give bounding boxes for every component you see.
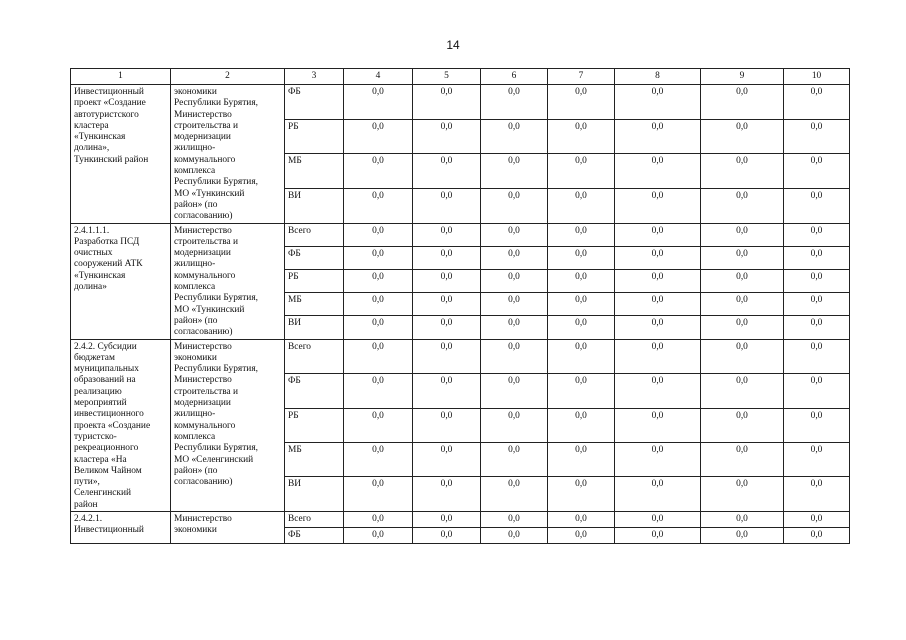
value-cell: 0,0 [548,293,615,316]
funding-source-cell: МБ [285,442,344,476]
cell-text-line: «Тункинская [74,270,126,281]
value-cell: 0,0 [481,246,548,269]
column-header-10: 10 [784,69,850,85]
cell-text-line: район» (по [174,199,218,210]
table-row [71,223,850,246]
header-row [71,69,850,85]
value-cell: 0,0 [701,511,784,527]
value-cell: 0,0 [413,442,481,476]
column-header-3: 3 [285,69,344,85]
cell-text-line: Министерство [174,341,232,352]
cell-text-line: жилищно- [174,259,216,270]
value-cell: 0,0 [548,188,615,223]
value-cell: 0,0 [548,511,615,527]
cell-text-line: согласованию) [174,211,233,222]
value-cell: 0,0 [701,223,784,246]
cell-text-line: долина», [74,143,110,154]
cell-text-line: Селенгинский [74,488,132,499]
value-cell: 0,0 [344,442,413,476]
cell-text-line: инвестиционного [74,409,144,420]
cell-text-line: Министерство [174,109,232,120]
value-cell: 0,0 [413,293,481,316]
cell-text-line: 2.4.2. Субсидии [74,341,137,352]
value-cell: 0,0 [481,316,548,339]
value-cell: 0,0 [701,339,784,373]
value-cell: 0,0 [481,293,548,316]
cell-text-line: Великом Чайном [74,465,142,476]
cell-text-line: муниципальных [74,364,139,375]
value-cell: 0,0 [413,527,481,543]
cell-text-line: Министерство [174,375,232,386]
value-cell: 0,0 [701,477,784,512]
value-cell: 0,0 [615,408,701,442]
column-header-1: 1 [71,69,171,85]
value-cell: 0,0 [344,339,413,373]
value-cell: 0,0 [615,527,701,543]
value-cell: 0,0 [701,374,784,408]
cell-text-line: жилищно- [174,409,216,420]
column-header-7: 7 [548,69,615,85]
value-cell: 0,0 [615,223,701,246]
value-cell: 0,0 [615,188,701,223]
cell-text-line: экономики [174,525,217,536]
table-body [71,85,850,544]
value-cell: 0,0 [344,408,413,442]
funding-source-cell: Всего [285,511,344,527]
value-cell: 0,0 [481,188,548,223]
value-cell: 0,0 [344,85,413,120]
funding-table [70,68,850,544]
value-cell: 0,0 [615,269,701,292]
responsible-executor-cell [171,511,285,543]
cell-text-line: Министерство [174,513,232,524]
funding-source-cell: ВИ [285,188,344,223]
value-cell: 0,0 [344,269,413,292]
value-cell: 0,0 [701,154,784,189]
cell-text-line: мероприятий [74,398,127,409]
cell-text-line: Республики Бурятия, [174,98,258,109]
value-cell: 0,0 [548,269,615,292]
cell-text-line: Республики Бурятия, [174,293,258,304]
value-cell: 0,0 [701,293,784,316]
cell-text-line: рекреационного [74,443,139,454]
value-cell: 0,0 [615,442,701,476]
column-header-9: 9 [701,69,784,85]
value-cell: 0,0 [413,154,481,189]
value-cell: 0,0 [701,119,784,154]
value-cell: 0,0 [615,374,701,408]
cell-text-line: очистных [74,248,113,259]
cell-text-line: МО «Тункинский [174,304,245,315]
value-cell: 0,0 [784,316,850,339]
cell-text-line: 2.4.2.1. [74,513,103,524]
value-cell: 0,0 [784,119,850,154]
value-cell: 0,0 [615,85,701,120]
cell-text-line: модернизации [174,132,231,143]
value-cell: 0,0 [481,85,548,120]
value-cell: 0,0 [344,293,413,316]
value-cell: 0,0 [784,442,850,476]
cell-text-line: бюджетам [74,352,115,363]
measure-name-cell [71,511,171,543]
value-cell: 0,0 [548,246,615,269]
cell-text-line: экономики [174,87,217,97]
value-cell: 0,0 [413,339,481,373]
cell-text-line: Инвестиционный [74,87,144,97]
value-cell: 0,0 [344,119,413,154]
value-cell: 0,0 [548,85,615,120]
value-cell: 0,0 [481,408,548,442]
cell-text-line: туристско- [74,431,117,442]
value-cell: 0,0 [548,408,615,442]
value-cell: 0,0 [413,511,481,527]
column-header-8: 8 [615,69,701,85]
value-cell: 0,0 [701,316,784,339]
measure-name-cell [71,85,171,224]
value-cell: 0,0 [784,223,850,246]
value-cell: 0,0 [784,374,850,408]
cell-text-line: Министерство [174,225,232,236]
funding-source-cell: Всего [285,339,344,373]
cell-text-line: комплекса [174,282,216,293]
value-cell: 0,0 [784,85,850,120]
funding-source-cell: ФБ [285,527,344,543]
value-cell: 0,0 [548,119,615,154]
value-cell: 0,0 [548,316,615,339]
cell-text-line: Республики Бурятия, [174,443,258,454]
value-cell: 0,0 [413,85,481,120]
cell-text-line: строительства и [174,120,239,131]
value-cell: 0,0 [701,188,784,223]
cell-text-line: Республики Бурятия, [174,177,258,188]
cell-text-line: сооружений АТК [74,259,143,270]
value-cell: 0,0 [615,339,701,373]
value-cell: 0,0 [701,269,784,292]
value-cell: 0,0 [344,223,413,246]
measure-name-cell [71,223,171,339]
funding-source-cell: ВИ [285,477,344,512]
value-cell: 0,0 [481,527,548,543]
cell-text-line: строительства и [174,236,239,247]
cell-text-line: согласованию) [174,327,233,338]
funding-source-cell: ФБ [285,85,344,120]
value-cell: 0,0 [548,154,615,189]
value-cell: 0,0 [481,511,548,527]
value-cell: 0,0 [344,527,413,543]
value-cell: 0,0 [344,154,413,189]
value-cell: 0,0 [344,188,413,223]
value-cell: 0,0 [784,269,850,292]
value-cell: 0,0 [344,477,413,512]
cell-text-line: модернизации [174,398,231,409]
table-row [71,339,850,373]
table-row [71,85,850,120]
value-cell: 0,0 [481,374,548,408]
value-cell: 0,0 [548,374,615,408]
value-cell: 0,0 [784,246,850,269]
value-cell: 0,0 [784,154,850,189]
value-cell: 0,0 [548,442,615,476]
value-cell: 0,0 [413,477,481,512]
value-cell: 0,0 [344,511,413,527]
funding-source-cell: ФБ [285,246,344,269]
value-cell: 0,0 [615,511,701,527]
value-cell: 0,0 [615,316,701,339]
cell-text-line: 2.4.1.1.1. [74,225,110,236]
value-cell: 0,0 [413,246,481,269]
cell-text-line: район [74,499,98,510]
value-cell: 0,0 [413,188,481,223]
cell-text-line: коммунального [174,154,236,165]
funding-source-cell: РБ [285,269,344,292]
value-cell: 0,0 [481,223,548,246]
value-cell: 0,0 [784,339,850,373]
cell-text-line: МО «Тункинский [174,188,245,199]
value-cell: 0,0 [701,442,784,476]
funding-source-cell: МБ [285,154,344,189]
value-cell: 0,0 [481,477,548,512]
value-cell: 0,0 [481,119,548,154]
column-header-5: 5 [413,69,481,85]
responsible-executor-cell [171,223,285,339]
cell-text-line: проект «Создание [74,98,146,109]
funding-source-cell: РБ [285,119,344,154]
cell-text-line: проекта «Создание [74,420,151,431]
cell-text-line: коммунального [174,420,236,431]
value-cell: 0,0 [481,269,548,292]
value-cell: 0,0 [615,154,701,189]
funding-source-cell: ВИ [285,316,344,339]
value-cell: 0,0 [784,408,850,442]
cell-text-line: модернизации [174,248,231,259]
value-cell: 0,0 [701,246,784,269]
responsible-executor-cell [171,85,285,224]
value-cell: 0,0 [784,477,850,512]
funding-source-cell: МБ [285,293,344,316]
responsible-executor-cell [171,339,285,511]
cell-text-line: пути», [74,477,100,488]
value-cell: 0,0 [344,316,413,339]
value-cell: 0,0 [413,316,481,339]
value-cell: 0,0 [615,119,701,154]
value-cell: 0,0 [701,85,784,120]
cell-text-line: Тункинский район [74,154,149,165]
value-cell: 0,0 [548,477,615,512]
table-row [71,511,850,527]
value-cell: 0,0 [615,246,701,269]
value-cell: 0,0 [413,269,481,292]
cell-text-line: строительства и [174,386,239,397]
cell-text-line: долина» [74,282,107,293]
cell-text-line: автотуристского [74,109,139,120]
cell-text-line: кластера [74,120,109,131]
column-header-6: 6 [481,69,548,85]
cell-text-line: район» (по [174,315,218,326]
value-cell: 0,0 [784,188,850,223]
value-cell: 0,0 [784,511,850,527]
value-cell: 0,0 [481,339,548,373]
value-cell: 0,0 [548,223,615,246]
cell-text-line: жилищно- [174,143,216,154]
value-cell: 0,0 [413,119,481,154]
value-cell: 0,0 [615,293,701,316]
cell-text-line: кластера «На [74,454,127,465]
cell-text-line: образований на [74,375,136,386]
value-cell: 0,0 [548,339,615,373]
cell-text-line: Инвестиционный [74,525,144,536]
cell-text-line: Разработка ПСД [74,236,140,247]
value-cell: 0,0 [784,527,850,543]
cell-text-line: комплекса [174,431,216,442]
column-header-2: 2 [171,69,285,85]
cell-text-line: район» (по [174,465,218,476]
funding-source-cell: ФБ [285,374,344,408]
value-cell: 0,0 [784,293,850,316]
value-cell: 0,0 [701,527,784,543]
value-cell: 0,0 [413,408,481,442]
value-cell: 0,0 [413,223,481,246]
measure-name-cell [71,339,171,511]
value-cell: 0,0 [413,374,481,408]
cell-text-line: Республики Бурятия, [174,364,258,375]
value-cell: 0,0 [481,442,548,476]
value-cell: 0,0 [548,527,615,543]
cell-text-line: комплекса [174,166,216,177]
funding-source-cell: Всего [285,223,344,246]
cell-text-line: экономики [174,352,217,363]
cell-text-line: согласованию) [174,477,233,488]
value-cell: 0,0 [344,374,413,408]
value-cell: 0,0 [615,477,701,512]
cell-text-line: МО «Селенгинский [174,454,254,465]
column-header-4: 4 [344,69,413,85]
value-cell: 0,0 [481,154,548,189]
value-cell: 0,0 [701,408,784,442]
page-number: 14 [446,38,460,52]
cell-text-line: реализацию [74,386,122,397]
funding-source-cell: РБ [285,408,344,442]
cell-text-line: «Тункинская [74,132,126,143]
value-cell: 0,0 [344,246,413,269]
cell-text-line: коммунального [174,270,236,281]
